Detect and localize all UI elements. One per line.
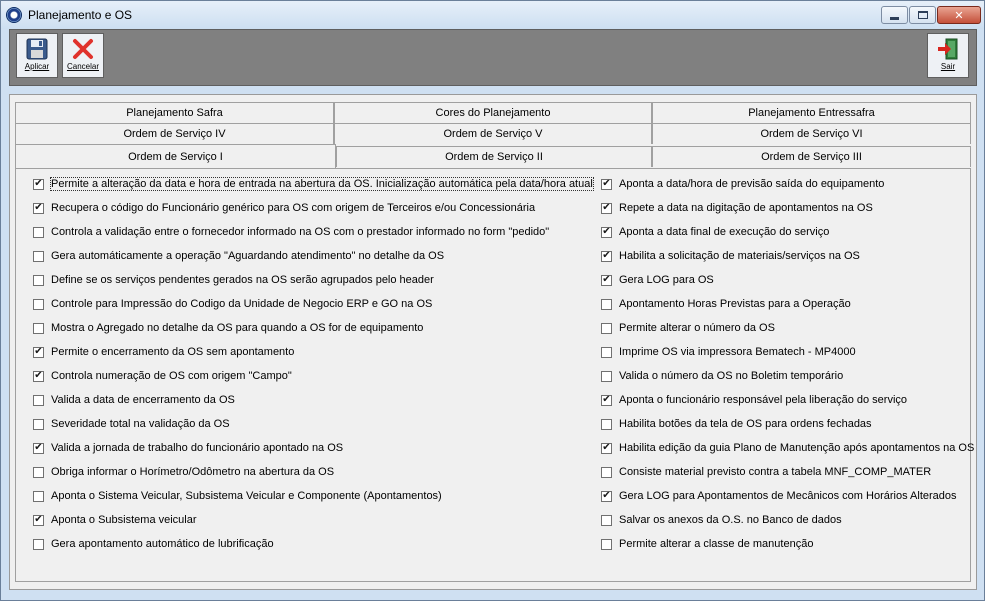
- checkbox[interactable]: [601, 227, 612, 238]
- checkbox-option[interactable]: [33, 248, 444, 264]
- checkbox-label[interactable]: Severidade total na validação da OS: [51, 418, 230, 430]
- checkbox-option[interactable]: [601, 296, 851, 312]
- checkbox-label[interactable]: Recupera o código do Funcionário genérico para OS com origem de Terceiros e/ou Concessionária: [51, 202, 536, 214]
- checkbox-label[interactable]: Controle para Impressão do Codigo da Unidade de Negocio ERP e GO na OS: [51, 298, 433, 310]
- checkbox-option[interactable]: [601, 368, 843, 384]
- checkbox-label[interactable]: Obriga informar o Horímetro/Odômetro na abertura da OS: [51, 466, 335, 478]
- checkbox-label[interactable]: Gera apontamento automático de lubrificação: [51, 538, 274, 550]
- checkbox-option[interactable]: [601, 224, 829, 240]
- checkbox-option[interactable]: [33, 200, 535, 216]
- checkbox-label[interactable]: Permite alterar o número da OS: [619, 322, 775, 334]
- tab-ordem-servico-iv[interactable]: Ordem de Serviço IV: [15, 123, 334, 144]
- checkbox[interactable]: [33, 467, 44, 478]
- checkmark-icon: ✔: [602, 394, 611, 405]
- checkbox[interactable]: [33, 179, 44, 190]
- checkbox[interactable]: [33, 251, 44, 262]
- maximize-icon: [918, 11, 928, 19]
- checkmark-icon: ✔: [602, 490, 611, 501]
- checkmark-icon: ✔: [602, 442, 611, 453]
- cancel-x-icon: [72, 38, 94, 60]
- checkbox-label[interactable]: Salvar os anexos da O.S. no Banco de dados: [619, 514, 842, 526]
- checkbox[interactable]: [601, 443, 612, 454]
- checkbox-option[interactable]: [33, 296, 432, 312]
- checkbox[interactable]: [601, 491, 612, 502]
- checkbox-option[interactable]: [33, 416, 230, 432]
- minimize-button[interactable]: [881, 6, 908, 24]
- window-title: Planejamento e OS: [28, 8, 133, 22]
- checkbox[interactable]: [33, 539, 44, 550]
- checkmark-icon: ✔: [602, 250, 611, 261]
- checkbox-option[interactable]: [601, 320, 775, 336]
- checkbox-option[interactable]: [33, 464, 334, 480]
- checkbox[interactable]: [33, 419, 44, 430]
- checkbox-option[interactable]: [33, 368, 292, 384]
- checkmark-icon: ✔: [34, 178, 43, 189]
- title-bar[interactable]: [1, 1, 984, 29]
- checkbox[interactable]: [601, 179, 612, 190]
- checkmark-icon: ✔: [34, 202, 43, 213]
- checkmark-icon: ✔: [34, 370, 43, 381]
- checkbox-option[interactable]: [601, 416, 872, 432]
- checkbox[interactable]: [601, 395, 612, 406]
- maximize-button[interactable]: [909, 6, 936, 24]
- checkbox[interactable]: [601, 347, 612, 358]
- checkbox-label[interactable]: Aponta a data/hora de previsão saída do equipamento: [619, 178, 885, 190]
- checkbox-option[interactable]: [601, 488, 957, 504]
- minimize-icon: [890, 17, 899, 20]
- exit-door-icon: [937, 38, 959, 60]
- tab-ordem-servico-v[interactable]: Ordem de Serviço V: [334, 123, 652, 144]
- exit-button[interactable]: [927, 33, 969, 78]
- checkmark-icon: ✔: [34, 346, 43, 357]
- checkbox-option[interactable]: [601, 344, 856, 360]
- checkbox[interactable]: [601, 515, 612, 526]
- tab-content-ordem-servico-i: [15, 168, 975, 582]
- checkmark-icon: ✔: [602, 226, 611, 237]
- checkbox-label[interactable]: Mostra o Agregado no detalhe da OS para quando a OS for de equipamento: [51, 322, 424, 334]
- checkbox-label[interactable]: Imprime OS via impressora Bematech - MP4000: [619, 346, 856, 358]
- checkbox[interactable]: [601, 467, 612, 478]
- checkbox-option[interactable]: [601, 200, 873, 216]
- close-button[interactable]: ✕: [937, 6, 981, 24]
- checkbox[interactable]: [33, 227, 44, 238]
- checkbox-label[interactable]: Aponta o Subsistema veicular: [51, 514, 197, 526]
- checkbox[interactable]: [601, 203, 612, 214]
- checkmark-icon: ✔: [602, 202, 611, 213]
- tab-planejamento-safra[interactable]: Planejamento Safra: [15, 102, 334, 123]
- checkmark-icon: ✔: [602, 178, 611, 189]
- tab-cores-do-planejamento[interactable]: Cores do Planejamento: [334, 102, 652, 123]
- checkbox-option[interactable]: [33, 224, 549, 240]
- checkbox[interactable]: [601, 275, 612, 286]
- checkbox-label[interactable]: Controla a validação entre o fornecedor informado na OS com o prestador informado no form "pedido": [51, 226, 550, 238]
- checkbox-label[interactable]: Repete a data na digitação de apontamentos na OS: [619, 202, 873, 214]
- checkbox-label[interactable]: Habilita botões da tela de OS para ordens fechadas: [619, 418, 872, 430]
- checkbox[interactable]: [33, 323, 44, 334]
- apply-button[interactable]: [16, 33, 58, 78]
- checkbox-option[interactable]: [33, 176, 593, 192]
- checkmark-icon: ✔: [34, 442, 43, 453]
- checkbox-label[interactable]: Define se os serviços pendentes gerados na OS serão agrupados pelo header: [51, 274, 434, 286]
- checkbox-option[interactable]: [601, 512, 842, 528]
- checkbox[interactable]: [33, 395, 44, 406]
- checkbox-option[interactable]: [33, 440, 343, 456]
- checkbox[interactable]: [33, 203, 44, 214]
- save-disk-icon: [26, 38, 48, 60]
- checkbox[interactable]: [601, 299, 612, 310]
- checkbox[interactable]: [33, 371, 44, 382]
- checkbox[interactable]: [601, 371, 612, 382]
- checkbox-option[interactable]: [601, 392, 907, 408]
- checkbox-label[interactable]: Gera LOG para Apontamentos de Mecânicos com Horários Alterados: [619, 490, 957, 502]
- checkbox[interactable]: [601, 323, 612, 334]
- checkbox-label[interactable]: Aponta a data final de execução do serviço: [619, 226, 830, 238]
- tab-ordem-servico-vi[interactable]: Ordem de Serviço VI: [652, 123, 971, 144]
- checkbox[interactable]: [33, 347, 44, 358]
- checkbox-label[interactable]: Permite a alteração da data e hora de entrada na abertura da OS. Inicialização automática pela data/hora atual: [51, 178, 593, 190]
- checkbox-label[interactable]: Consiste material previsto contra a tabela MNF_COMP_MATER: [619, 466, 932, 478]
- checkbox-label[interactable]: Valida o número da OS no Boletim temporário: [619, 370, 844, 382]
- checkbox-label[interactable]: Valida a jornada de trabalho do funcionário apontado na OS: [51, 442, 344, 454]
- checkbox-option[interactable]: [601, 464, 931, 480]
- apply-label: Aplicar: [24, 62, 50, 71]
- checkbox-option[interactable]: [601, 248, 860, 264]
- tab-ordem-servico-ii[interactable]: Ordem de Serviço II: [336, 146, 652, 167]
- settings-panel: [9, 94, 977, 590]
- checkbox-label[interactable]: Habilita edição da guia Plano de Manutenção após apontamentos na OS: [619, 442, 975, 454]
- exit-label: Sair: [940, 62, 956, 71]
- checkbox-option[interactable]: [33, 488, 442, 504]
- checkbox[interactable]: [33, 443, 44, 454]
- tab-ordem-servico-iii[interactable]: Ordem de Serviço III: [652, 146, 971, 167]
- checkbox-option[interactable]: [33, 512, 197, 528]
- checkbox-label[interactable]: Controla numeração de OS com origem "Campo": [51, 370, 292, 382]
- checkbox-label[interactable]: Valida a data de encerramento da OS: [51, 394, 235, 406]
- tab-ordem-servico-i[interactable]: Ordem de Serviço I: [15, 144, 336, 168]
- checkbox[interactable]: [33, 299, 44, 310]
- checkbox-option[interactable]: [33, 272, 434, 288]
- checkbox-label[interactable]: Aponta o Sistema Veicular, Subsistema Veicular e Componente (Apontamentos): [51, 490, 442, 502]
- cancel-label: Cancelar: [66, 62, 99, 71]
- checkbox-label[interactable]: Gera automáticamente a operação "Aguardando atendimento" no detalhe da OS: [51, 250, 445, 262]
- checkbox-option[interactable]: [601, 536, 813, 552]
- checkbox[interactable]: [601, 251, 612, 262]
- checkbox-label[interactable]: Apontamento Horas Previstas para a Operação: [619, 298, 851, 310]
- checkbox-option[interactable]: [33, 344, 294, 360]
- checkbox-label[interactable]: Aponta o funcionário responsável pela liberação do serviço: [619, 394, 908, 406]
- checkbox-option[interactable]: [33, 392, 235, 408]
- checkbox-label[interactable]: Habilita a solicitação de materiais/serviços na OS: [619, 250, 860, 262]
- checkbox-option[interactable]: [33, 320, 423, 336]
- checkbox-option[interactable]: [601, 176, 884, 192]
- tab-planejamento-entressafra[interactable]: Planejamento Entressafra: [652, 102, 971, 123]
- checkbox-option[interactable]: [33, 536, 274, 552]
- app-logo-icon: [6, 7, 22, 23]
- checkbox[interactable]: [601, 419, 612, 430]
- checkmark-icon: ✔: [602, 274, 611, 285]
- checkbox[interactable]: [33, 275, 44, 286]
- checkbox[interactable]: [33, 515, 44, 526]
- checkbox-option[interactable]: [601, 272, 714, 288]
- checkmark-icon: ✔: [34, 514, 43, 525]
- cancel-button[interactable]: [62, 33, 104, 78]
- checkbox[interactable]: [33, 491, 44, 502]
- checkbox-option[interactable]: [601, 440, 974, 456]
- checkbox-label[interactable]: Permite o encerramento da OS sem apontamento: [51, 346, 295, 358]
- checkbox-label[interactable]: Gera LOG para OS: [619, 274, 714, 286]
- toolbar: [9, 29, 977, 86]
- checkbox-label[interactable]: Permite alterar a classe de manutenção: [619, 538, 814, 550]
- checkbox[interactable]: [601, 539, 612, 550]
